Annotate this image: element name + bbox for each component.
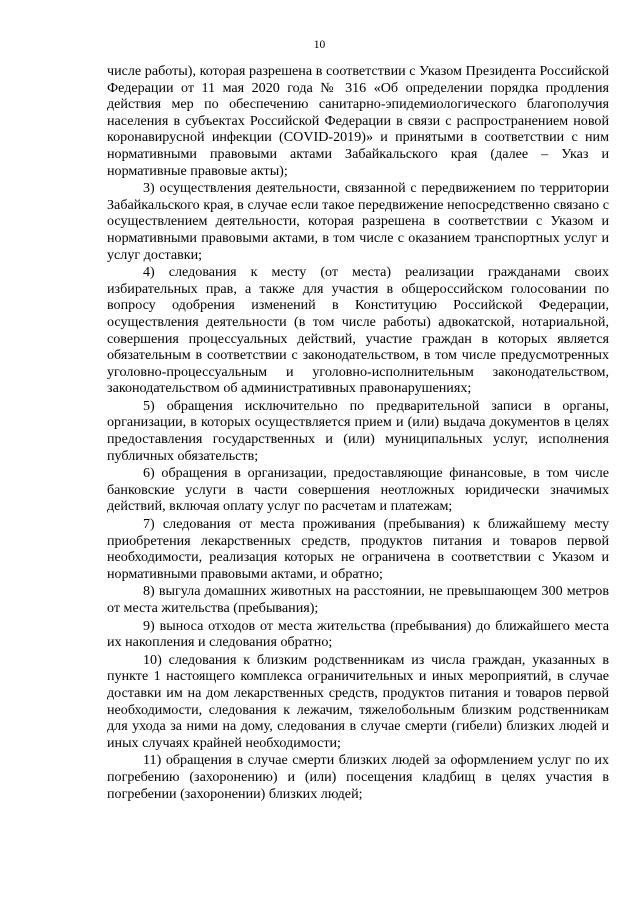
paragraph-item-8: 8) выгула домашних животных на расстоянии, не превышающем 300 метров от места жительства (пребывания); bbox=[107, 583, 609, 616]
paragraph-item-10: 10) следования к близким родственникам из числа граждан, указанных в пункте 1 настоящего комплекса ограничительных и иных мероприятий, в случае доставки им на дом лекарственных средств, продуктов питания и товаров первой необходимости, следования к лежачим, тяжелобольным близким родственникам для ухода за ними на дому, следования в случае смерти (гибели) близких людей и иных случаях крайней необходимости; bbox=[107, 651, 609, 751]
paragraph-item-6: 6) обращения в организации, предоставляющие финансовые, в том числе банковские услуги в части совершения неотложных юридически значимых действий, включая оплату услуг по расчетам и платежам; bbox=[107, 465, 609, 515]
paragraph-item-7: 7) следования от места проживания (пребывания) к ближайшему месту приобретения лекарственных средств, продуктов питания и товаров первой необходимости, реализация которых не ограничена в соответствии с Указом и нормативными правовыми актами, и обратно; bbox=[107, 516, 609, 582]
paragraph-item-5: 5) обращения исключительно по предварительной записи в органы, организации, в которых осуществляется прием и (или) выдача документов в целях предоставления государственных и (или) муниципальных услуг, исполнения публичных обязательств; bbox=[107, 397, 609, 464]
page-number: 10 bbox=[313, 39, 326, 51]
paragraph-item-9: 9) выноса отходов от места жительства (пребывания) до ближайшего места их накопления и следования обратно; bbox=[107, 617, 609, 651]
paragraph-item-3: 3) осуществления деятельности, связанной с передвижением по территории Забайкальского края, в случае если такое передвижение непосредственно связано с осуществлением деятельности, которая разрешена в соответствии с Указом и нормативными правовыми актами, в том числе с оказанием транспортных услуг и услуг доставки; bbox=[107, 180, 609, 263]
paragraph-item-4: 4) следования к месту (от места) реализации гражданами своих избирательных прав, а также для участия в общероссийском голосовании по вопросу одобрения изменений в Конституцию Российской Федерации, осуществления деятельности (в том числе работы) адвокатской, нотариальной, совершения процессуальных действий, участие граждан в которых является обязательным в соответствии с законодательством, в том числе предусмотренных уголовно-процессуальным и уголовно-исполнительным законодательством, законодательством об административных правонарушениях; bbox=[107, 264, 609, 397]
paragraph-continuation: числе работы), которая разрешена в соответствии с Указом Президента Российской Федерации от 11 мая 2020 года № 316 «Об определении порядка продления действия мер по обеспечению санитарно-эпидемиологического благополучия населения в субъектах Российской Федерации в связи с распространением новой коронавирусной инфекции (COVID-2019)» и принятыми в соответствии с ним нормативными правовыми актами Забайкальского края (далее – Указ и нормативные правовые акты); bbox=[107, 63, 609, 179]
paragraph-item-11: 11) обращения в случае смерти близких людей за оформлением услуг по их погребению (захоронению) и (или) посещения кладбищ в целях участия в погребении (захоронении) близких людей; bbox=[107, 752, 609, 802]
document-body bbox=[107, 63, 609, 803]
